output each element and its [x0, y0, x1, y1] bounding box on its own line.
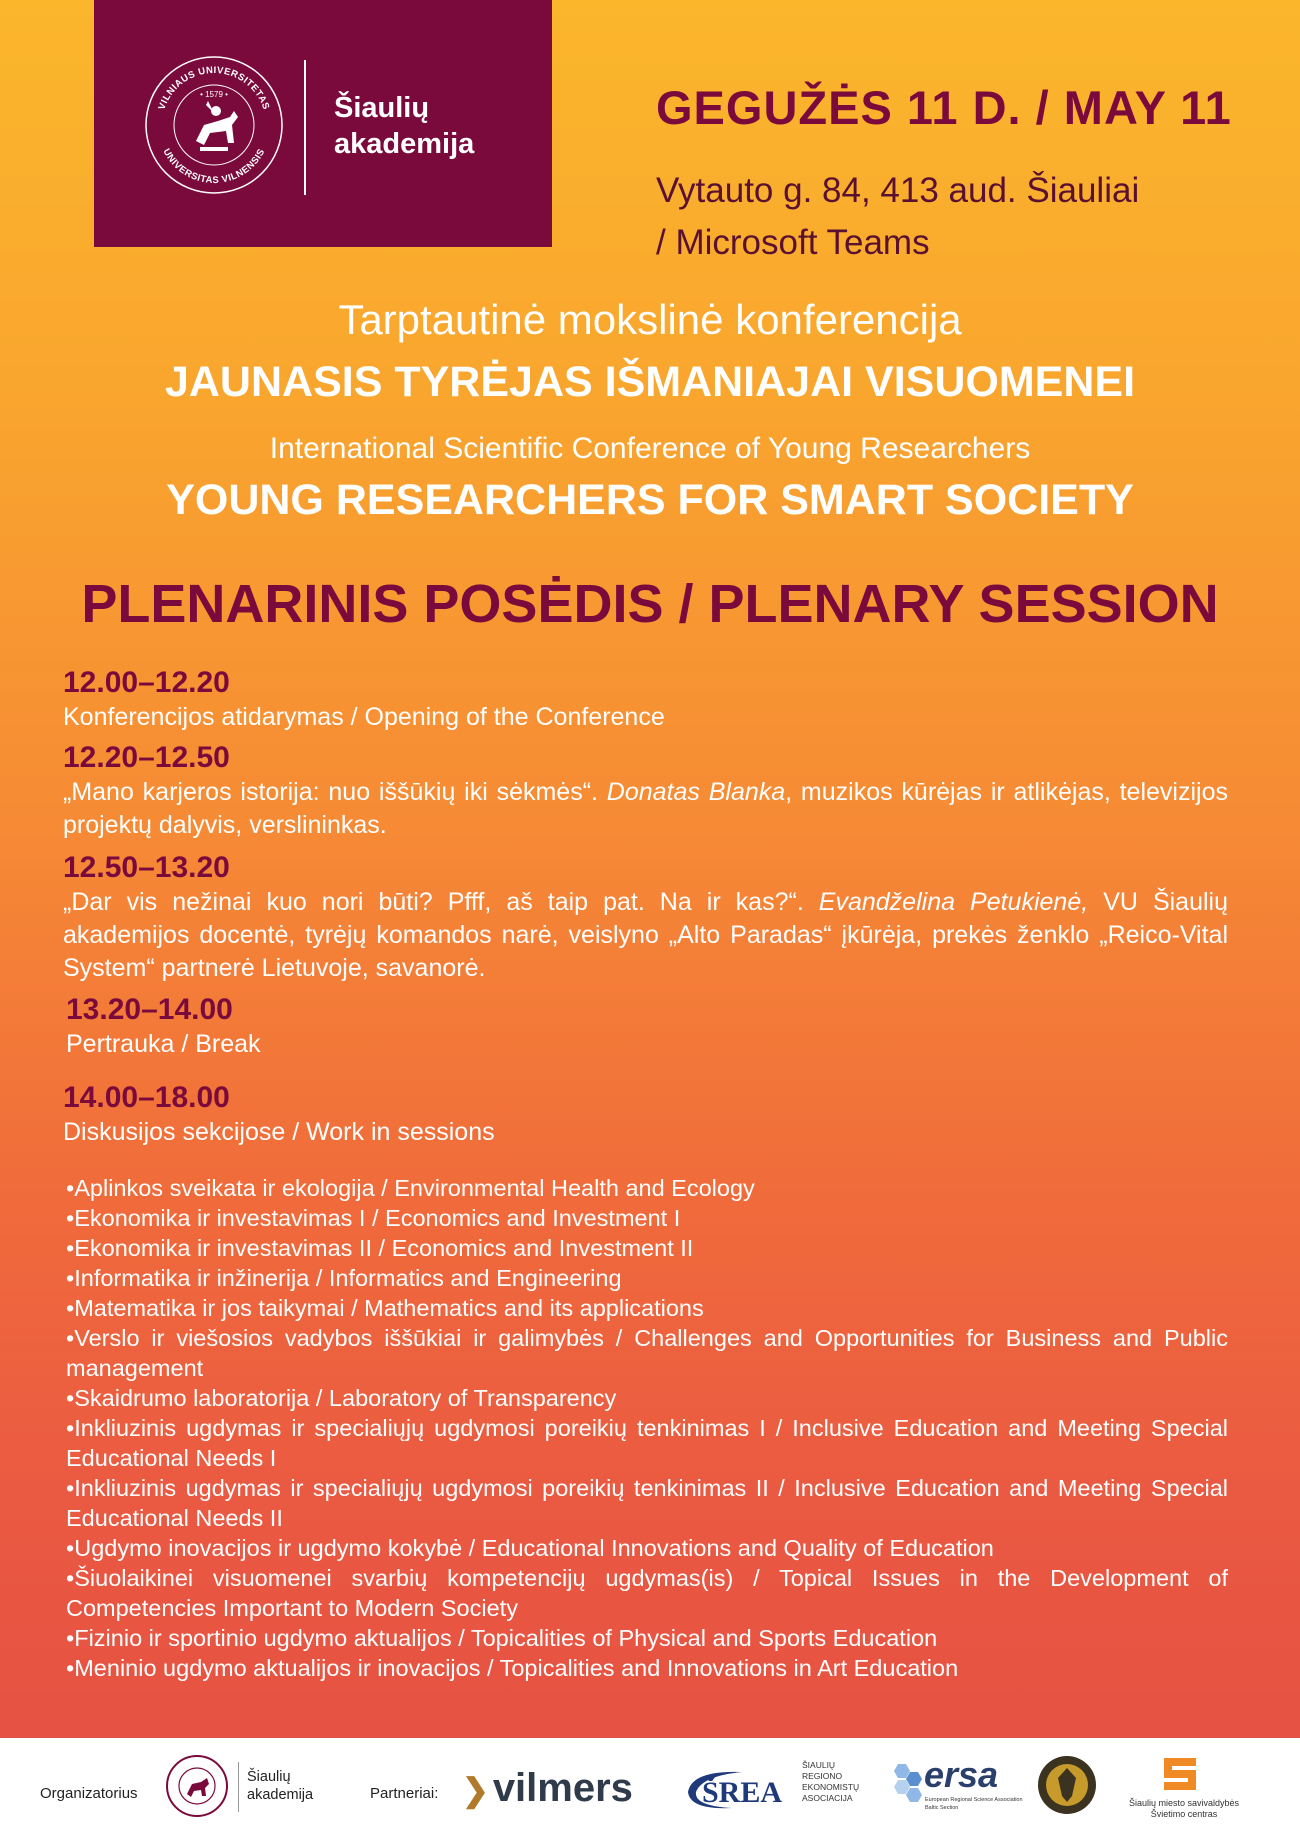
program-item: [63, 1080, 1228, 1149]
session-item: •Informatika ir inžinerija / Informatics and Engineering: [66, 1265, 622, 1291]
address-line2: / Microsoft Teams: [656, 223, 930, 262]
srea-logo: [682, 1762, 800, 1818]
university-seal-icon: [144, 55, 284, 195]
srea-sub-line: ŠIAULIŲ: [802, 1760, 836, 1770]
wordmark-line1: Šiaulių: [334, 92, 430, 124]
org-wordmark-line1: Šiaulių: [247, 1769, 291, 1785]
en-subtitle: International Scientific Conference of Young Researchers: [269, 432, 1031, 465]
org-wordmark-line2: akademija: [247, 1787, 314, 1803]
session-item: •Ekonomika ir investavimas II / Economics and Investment II: [66, 1235, 694, 1261]
program-time: 12.20–12.50: [63, 741, 230, 774]
session-item: •Matematika ir jos taikymai / Mathematics and its applications: [66, 1295, 704, 1321]
program-item: [63, 740, 1228, 842]
researchers-society-emblem-icon: [1036, 1752, 1098, 1818]
event-address: [656, 165, 1139, 269]
speaker-name: Evandželina Petukienė,: [818, 888, 1089, 916]
talk-title: „Dar vis nežinai kuo nori būti? Pfff, aš taip pat. Na ir kas?“.: [63, 888, 819, 916]
session-item: •Meninio ugdymo aktualijos ir inovacijos / Topicalities and Innovations in Art Education: [66, 1655, 959, 1681]
srea-text: ŠREA: [702, 1776, 783, 1809]
organizer-divider: [238, 1762, 239, 1812]
session-item: •Aplinkos sveikata ir ekologija / Environmental Health and Ecology: [66, 1175, 755, 1201]
organizer-wordmark: [247, 1768, 313, 1804]
sessions-list: [66, 1173, 1228, 1683]
education-centre-logo-icon: [1160, 1752, 1200, 1796]
education-centre-line: Šiaulių miesto savivaldybės: [1128, 1798, 1240, 1808]
partners-label: Partneriai:: [370, 1785, 439, 1802]
program-item: [66, 992, 1231, 1061]
srea-sub-line: EKONOMISTŲ: [802, 1782, 860, 1792]
talk-title: „Mano karjeros istorija: nuo iššūkių iki sėkmės“.: [63, 778, 607, 806]
program-item: [63, 850, 1228, 985]
speaker-bio: , muzikos kūrėjas ir atlikėjas, televizijos projektų dalyvis, verslininkas.: [63, 778, 1228, 839]
university-logo-block: [94, 0, 552, 247]
academy-wordmark: [334, 90, 474, 162]
seal-top-text: VILNIAUS UNIVERSITETAS: [156, 64, 272, 112]
wordmark-line2: akademija: [334, 128, 475, 160]
vilmers-logo: [462, 1766, 633, 1811]
svg-text:VILNIAUS UNIVERSITETAS: [156, 65, 271, 111]
speaker-name: Donatas Blanka: [606, 778, 786, 806]
lt-subtitle: Tarptautinė mokslinė konferencija: [338, 296, 962, 343]
education-centre-text: [1120, 1798, 1248, 1820]
session-item: •Ekonomika ir investavimas I / Economics and Investment I: [66, 1205, 681, 1231]
program-description: [63, 776, 1228, 842]
program-text: Diskusijos sekcijose / Work in sessions: [63, 1118, 495, 1146]
ersa-sub-line: Baltic Section: [925, 1805, 959, 1811]
program-time: 12.50–13.20: [63, 851, 230, 884]
srea-subtitle: [802, 1760, 859, 1804]
program-text: Pertrauka / Break: [66, 1030, 261, 1058]
session-item: •Ugdymo inovacijos ir ugdymo kokybė / Educational Innovations and Quality of Education: [66, 1535, 994, 1561]
session-item: •Inkliuzinis ugdymas ir specialiųjų ugdymosi poreikių tenkinimas I / Inclusive Education and Meeting Special Educational Needs I: [66, 1415, 1228, 1471]
logo-divider: [304, 60, 306, 195]
seal-year: • 1579 •: [200, 90, 228, 99]
session-item: •Verslo ir viešosios vadybos iššūkiai ir galimybės / Challenges and Opportunities for Business and Public management: [66, 1325, 1228, 1381]
seal-bottom-text: UNIVERSITAS VILNENSIS: [160, 146, 268, 187]
education-centre-line: Švietimo centras: [1150, 1809, 1218, 1819]
en-main-title: YOUNG RESEARCHERS FOR SMART SOCIETY: [166, 476, 1134, 524]
program-time: 12.00–12.20: [63, 666, 230, 699]
lt-main-title: JAUNASIS TYRĖJAS IŠMANIAJAI VISUOMENEI: [164, 358, 1136, 406]
srea-sub-line: REGIONO: [802, 1771, 843, 1781]
session-item: •Skaidrumo laboratorija / Laboratory of Transparency: [66, 1385, 617, 1411]
session-item: •Šiuolaikinei visuomenei svarbių kompetencijų ugdymas(is) / Topical Issues in the Development of Competencies Important to Modern Society: [66, 1565, 1228, 1621]
session-item: •Inkliuzinis ugdymas ir specialiųjų ugdymosi poreikių tenkinimas II / Inclusive Education and Meeting Special Educational Needs II: [66, 1475, 1228, 1531]
srea-sub-line: ASOCIACIJA: [802, 1793, 853, 1803]
ersa-sub-line: European Regional Science Association: [925, 1797, 1023, 1803]
address-line1: Vytauto g. 84, 413 aud. Šiauliai: [656, 171, 1140, 210]
svg-text:UNIVERSITAS VILNENSIS: [161, 147, 268, 186]
organizer-label: Organizatorius: [40, 1785, 138, 1802]
footer-bar: [0, 1738, 1300, 1838]
ersa-hexagon-icon: [888, 1760, 928, 1810]
vilmers-text: vilmers: [492, 1766, 633, 1810]
program-time: 14.00–18.00: [63, 1081, 230, 1114]
program-time: 13.20–14.00: [66, 993, 233, 1026]
ersa-subtitle: [925, 1796, 1023, 1812]
speaker-bio: VU Šiaulių akademijos docentė, tyrėjų komandos narė, veislyno „Alto Paradas“ įkūrėja, prekės ženklo „Reico-Vital System“ partnerė Lietuvoje, savanorė.: [63, 888, 1228, 982]
event-date: GEGUŽĖS 11 D. / MAY 11: [656, 81, 1232, 134]
ersa-text: ersa: [924, 1754, 999, 1795]
plenary-heading: PLENARINIS POSĖDIS / PLENARY SESSION: [81, 574, 1219, 634]
organizer-seal-icon: [165, 1754, 230, 1819]
program-text: Konferencijos atidarymas / Opening of the Conference: [63, 703, 665, 731]
program-item: [63, 665, 1228, 734]
program-description: [63, 886, 1228, 985]
vilmers-chevron-icon: ❯: [462, 1772, 489, 1808]
session-item: •Fizinio ir sportinio ugdymo aktualijos / Topicalities of Physical and Sports Education: [66, 1625, 938, 1651]
